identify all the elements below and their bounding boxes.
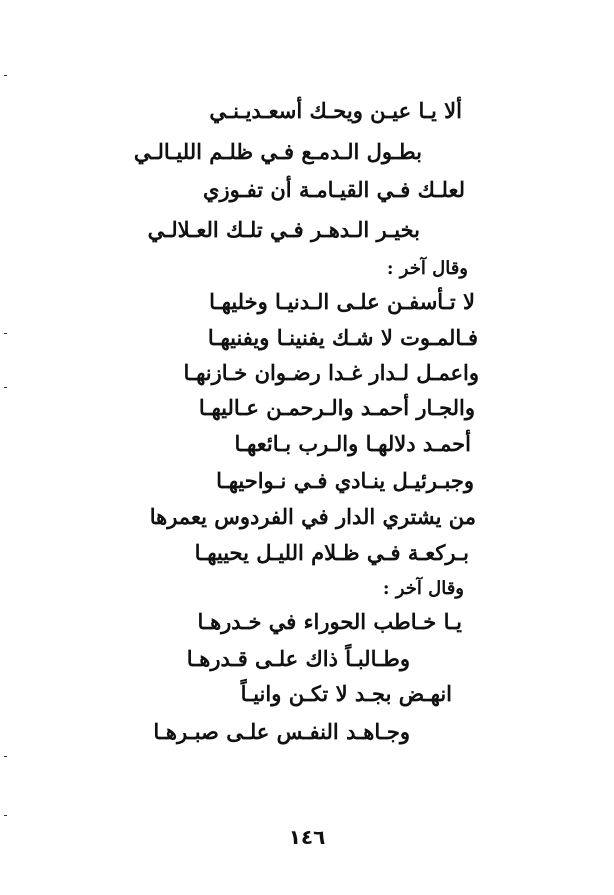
section-heading: وقال آخر : (382, 578, 464, 599)
poem1-line-3: لعلـك فـي القيـامـة أن تفـوزي (203, 177, 465, 202)
poem3-line-2: وطـالبـاً ذاك علـى قـدرهـا (186, 646, 410, 671)
margin-mark (4, 387, 7, 388)
poem1-line-4: بخيـر الـدهـر فـي تلـك العـلالـي (147, 217, 420, 242)
poem2-line-5: أحمـد دلالهـا والـرب بـائعهـا (234, 431, 471, 456)
page-number: ١٤٦ (288, 825, 326, 849)
poem2-line-1: لا تـأسفـن علـى الـدنيـا وخليهـا (209, 289, 475, 314)
poem1-line-2: بطـول الـدمـع فـي ظلـم الليـالـي (133, 139, 422, 164)
margin-mark (4, 815, 7, 816)
poem3-line-3: انهـض بجـد لا تكـن وانيـاً (240, 681, 452, 706)
poem1-line-1: ألا يـا عيـن ويحـك أسعـديـنـي (209, 98, 462, 123)
poem2-line-7: من يشتري الدار في الفردوس يعمرها (149, 504, 476, 529)
poem2-line-8: بـركعـة فـي ظـلام الليـل يحييهـا (194, 540, 469, 565)
poem2-line-3: واعمـل لـدار غـدا رضـوان خـازنهـا (183, 360, 479, 385)
margin-mark (4, 75, 7, 76)
margin-mark (4, 333, 7, 334)
poem2-line-4: والجـار أحمـد والـرحمـن عـاليهـا (198, 395, 475, 420)
poem2-line-2: فـالمـوت لا شـك يفنينـا ويفنيهـا (207, 325, 478, 350)
poem3-line-4: وجـاهـد النفـس علـى صبـرهـا (153, 719, 410, 744)
poem2-line-6: وجبـرئيـل ينـادي فـي نـواحيهـا (216, 468, 474, 493)
poem3-line-1: يـا خـاطب الحوراء في خـدرهـا (197, 609, 462, 634)
section-heading: وقال آخر : (386, 258, 468, 279)
margin-mark (4, 756, 7, 757)
